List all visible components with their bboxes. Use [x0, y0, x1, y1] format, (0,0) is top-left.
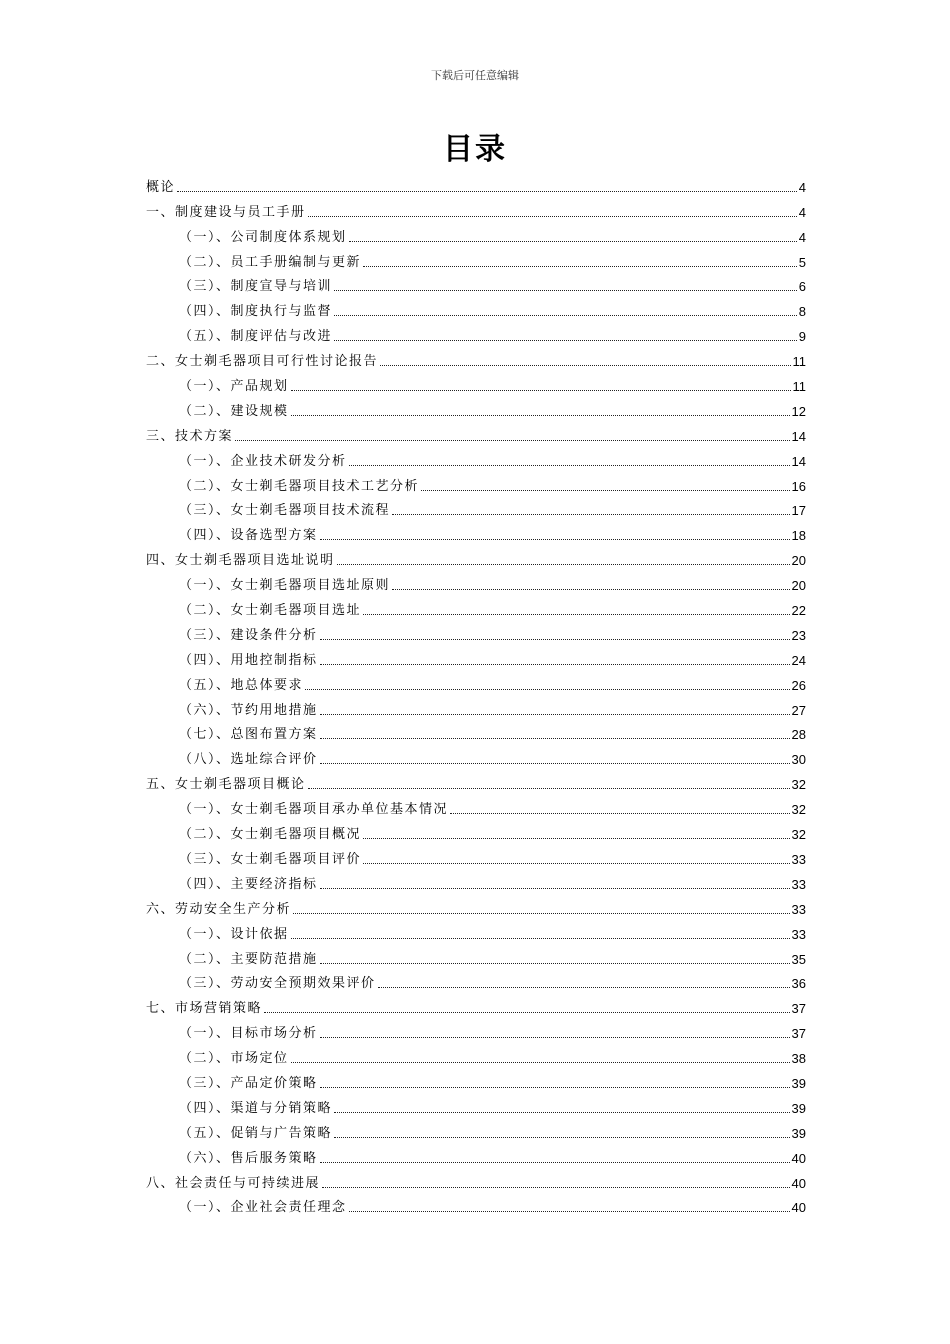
- toc-entry-label: （一）、女士剃毛器项目选址原则: [179, 578, 391, 594]
- toc-entry-label: 三、技术方案: [146, 428, 234, 444]
- toc-entry-label: （四）、渠道与分销策略: [179, 1100, 333, 1116]
- toc-entry-label: （一）、目标市场分析: [179, 1026, 318, 1042]
- toc-entry-page-number: 37: [791, 1026, 806, 1042]
- toc-dot-leader: [349, 1211, 790, 1212]
- toc-entry-label: （二）、员工手册编制与更新: [179, 254, 362, 270]
- toc-entry[interactable]: [146, 1145, 806, 1170]
- toc-entry-label: （六）、售后服务策略: [179, 1150, 318, 1166]
- toc-entry-label: （七）、总图布置方案: [179, 727, 318, 743]
- toc-entry[interactable]: [146, 946, 806, 971]
- toc-entry-page-number: 39: [791, 1075, 806, 1091]
- toc-entry-page-number: 9: [798, 329, 806, 345]
- toc-entry-label: 五、女士剃毛器项目概论: [146, 777, 306, 793]
- toc-entry-label: （二）、主要防范措施: [179, 951, 318, 967]
- toc-entry[interactable]: [146, 1020, 806, 1045]
- toc-entry-page-number: 14: [791, 453, 806, 469]
- toc-entry[interactable]: [146, 498, 806, 523]
- page-header-note: 下载后可任意编辑: [431, 69, 519, 82]
- toc-dot-leader: [320, 714, 790, 715]
- toc-dot-leader: [334, 340, 797, 341]
- toc-dot-leader: [320, 888, 790, 889]
- toc-title: 目录: [443, 132, 507, 167]
- toc-entry[interactable]: [146, 224, 806, 249]
- toc-entry[interactable]: [146, 522, 806, 547]
- toc-entry-page-number: 11: [792, 379, 806, 395]
- toc-entry[interactable]: [146, 398, 806, 423]
- toc-dot-leader: [305, 689, 790, 690]
- toc-entry-label: （五）、地总体要求: [179, 677, 304, 693]
- toc-entry-label: （三）、制度宣导与培训: [179, 279, 333, 295]
- toc-entry[interactable]: [146, 796, 806, 821]
- toc-entry-page-number: 17: [791, 503, 806, 519]
- toc-entry-page-number: 28: [791, 727, 806, 743]
- toc-entry-label: （六）、节约用地措施: [179, 702, 318, 718]
- toc-dot-leader: [450, 813, 790, 814]
- toc-entry-page-number: 8: [798, 304, 806, 320]
- toc-entry-label: （二）、女士剃毛器项目选址: [179, 603, 362, 619]
- toc-entry-page-number: 24: [791, 652, 806, 668]
- toc-entry-page-number: 30: [791, 752, 806, 768]
- toc-dot-leader: [334, 1137, 790, 1138]
- toc-entry-page-number: 5: [798, 254, 806, 270]
- toc-entry-label: （一）、产品规划: [179, 379, 289, 395]
- toc-entry-page-number: 11: [792, 354, 806, 370]
- toc-entry-page-number: 40: [791, 1175, 806, 1191]
- toc-dot-leader: [235, 440, 790, 441]
- toc-dot-leader: [291, 938, 790, 939]
- toc-dot-leader: [308, 788, 790, 789]
- toc-entry-page-number: 35: [791, 951, 806, 967]
- toc-entry[interactable]: [146, 249, 806, 274]
- toc-entry-label: （三）、女士剃毛器项目技术流程: [179, 503, 391, 519]
- toc-dot-leader: [177, 191, 797, 192]
- toc-entry[interactable]: [146, 298, 806, 323]
- toc-entry-page-number: 33: [791, 926, 806, 942]
- toc-entry-page-number: 33: [791, 901, 806, 917]
- toc-dot-leader: [334, 315, 797, 316]
- toc-entry[interactable]: [146, 921, 806, 946]
- toc-dot-leader: [320, 738, 790, 739]
- toc-entry-label: 一、制度建设与员工手册: [146, 204, 306, 220]
- toc-dot-leader: [322, 1187, 790, 1188]
- toc-entry-label: （四）、设备选型方案: [179, 528, 318, 544]
- toc-entry-page-number: 26: [791, 677, 806, 693]
- toc-entry-label: （四）、制度执行与监督: [179, 304, 333, 320]
- toc-entry-page-number: 33: [791, 876, 806, 892]
- toc-entry-label: （一）、女士剃毛器项目承办单位基本情况: [179, 802, 449, 818]
- toc-entry[interactable]: [146, 274, 806, 299]
- toc-entry-page-number: 32: [791, 827, 806, 843]
- toc-dot-leader: [320, 1037, 790, 1038]
- toc-dot-leader: [320, 763, 790, 764]
- toc-entry-label: （二）、女士剃毛器项目技术工艺分析: [179, 478, 420, 494]
- toc-dot-leader: [264, 1012, 790, 1013]
- toc-dot-leader: [392, 514, 790, 515]
- toc-dot-leader: [291, 1062, 790, 1063]
- toc-dot-leader: [380, 365, 790, 366]
- toc-entry-label: （一）、企业技术研发分析: [179, 453, 347, 469]
- toc-entry[interactable]: [146, 846, 806, 871]
- toc-entry[interactable]: [146, 1045, 806, 1070]
- toc-entry[interactable]: [146, 896, 806, 921]
- toc-entry-label: 七、市场营销策略: [146, 1001, 263, 1017]
- toc-entry-page-number: 32: [791, 777, 806, 793]
- toc-dot-leader: [363, 863, 790, 864]
- toc-entry[interactable]: [146, 448, 806, 473]
- table-of-contents: [146, 174, 806, 1219]
- toc-entry[interactable]: [146, 199, 806, 224]
- toc-entry-label: （三）、女士剃毛器项目评价: [179, 851, 362, 867]
- toc-dot-leader: [349, 465, 790, 466]
- toc-entry[interactable]: [146, 547, 806, 572]
- toc-entry-label: （五）、促销与广告策略: [179, 1125, 333, 1141]
- toc-entry[interactable]: [146, 473, 806, 498]
- toc-dot-leader: [349, 241, 797, 242]
- toc-entry-label: 八、社会责任与可持续进展: [146, 1175, 321, 1191]
- toc-entry[interactable]: [146, 373, 806, 398]
- toc-entry-label: （三）、建设条件分析: [179, 627, 318, 643]
- toc-dot-leader: [320, 1087, 790, 1088]
- toc-dot-leader: [363, 266, 797, 267]
- toc-entry-label: （二）、建设规模: [179, 403, 289, 419]
- toc-entry-page-number: 20: [791, 553, 806, 569]
- toc-dot-leader: [308, 216, 797, 217]
- toc-entry-page-number: 38: [791, 1051, 806, 1067]
- toc-entry-label: （一）、设计依据: [179, 926, 289, 942]
- toc-entry-page-number: 4: [798, 229, 806, 245]
- toc-entry-label: 四、女士剃毛器项目选址说明: [146, 553, 335, 569]
- toc-entry-page-number: 23: [791, 627, 806, 643]
- toc-entry-page-number: 20: [791, 578, 806, 594]
- toc-entry[interactable]: [146, 722, 806, 747]
- toc-entry-page-number: 37: [791, 1001, 806, 1017]
- toc-entry[interactable]: [146, 1070, 806, 1095]
- toc-entry[interactable]: [146, 746, 806, 771]
- toc-dot-leader: [293, 913, 790, 914]
- toc-entry-page-number: 4: [798, 179, 806, 195]
- toc-dot-leader: [320, 639, 790, 640]
- toc-entry[interactable]: [146, 1120, 806, 1145]
- toc-dot-leader: [392, 589, 790, 590]
- toc-dot-leader: [334, 290, 797, 291]
- toc-entry-page-number: 12: [791, 403, 806, 419]
- toc-entry-page-number: 18: [791, 528, 806, 544]
- toc-entry-label: （五）、制度评估与改进: [179, 329, 333, 345]
- toc-dot-leader: [320, 539, 790, 540]
- toc-entry[interactable]: [146, 995, 806, 1020]
- toc-dot-leader: [320, 963, 790, 964]
- toc-dot-leader: [378, 987, 790, 988]
- toc-entry-label: 六、劳动安全生产分析: [146, 901, 292, 917]
- toc-entry[interactable]: [146, 323, 806, 348]
- toc-entry-page-number: 22: [791, 603, 806, 619]
- toc-entry[interactable]: [146, 647, 806, 672]
- toc-entry[interactable]: [146, 572, 806, 597]
- toc-entry-page-number: 27: [791, 702, 806, 718]
- toc-entry-page-number: 39: [791, 1125, 806, 1141]
- toc-dot-leader: [421, 490, 790, 491]
- toc-entry[interactable]: [146, 697, 806, 722]
- toc-entry-page-number: 6: [798, 279, 806, 295]
- toc-entry-page-number: 16: [791, 478, 806, 494]
- toc-entry[interactable]: [146, 1170, 806, 1195]
- toc-entry-label: （一）、公司制度体系规划: [179, 229, 347, 245]
- toc-entry-label: （二）、女士剃毛器项目概况: [179, 827, 362, 843]
- toc-entry[interactable]: [146, 423, 806, 448]
- toc-dot-leader: [320, 664, 790, 665]
- toc-entry-label: （一）、企业社会责任理念: [179, 1200, 347, 1216]
- toc-dot-leader: [320, 1162, 790, 1163]
- toc-entry-page-number: 4: [798, 204, 806, 220]
- toc-entry[interactable]: [146, 1195, 806, 1220]
- toc-entry-page-number: 33: [791, 851, 806, 867]
- toc-entry-label: （四）、主要经济指标: [179, 876, 318, 892]
- toc-entry[interactable]: [146, 1095, 806, 1120]
- toc-dot-leader: [334, 1112, 790, 1113]
- toc-entry-page-number: 40: [791, 1200, 806, 1216]
- toc-entry[interactable]: [146, 821, 806, 846]
- toc-entry-page-number: 40: [791, 1150, 806, 1166]
- toc-entry[interactable]: [146, 174, 806, 199]
- toc-entry-page-number: 39: [791, 1100, 806, 1116]
- toc-entry-page-number: 14: [791, 428, 806, 444]
- toc-entry[interactable]: [146, 348, 806, 373]
- toc-dot-leader: [337, 564, 790, 565]
- toc-entry-page-number: 36: [791, 976, 806, 992]
- toc-entry-label: （四）、用地控制指标: [179, 652, 318, 668]
- toc-entry-label: （二）、市场定位: [179, 1051, 289, 1067]
- toc-dot-leader: [291, 415, 790, 416]
- toc-entry[interactable]: [146, 622, 806, 647]
- toc-entry[interactable]: [146, 672, 806, 697]
- toc-entry-label: 概论: [146, 179, 176, 195]
- toc-dot-leader: [363, 614, 790, 615]
- toc-entry-page-number: 32: [791, 802, 806, 818]
- toc-dot-leader: [363, 838, 790, 839]
- toc-entry-label: （三）、产品定价策略: [179, 1075, 318, 1091]
- toc-entry-label: 二、女士剃毛器项目可行性讨论报告: [146, 354, 379, 370]
- toc-entry[interactable]: [146, 871, 806, 896]
- toc-dot-leader: [291, 390, 791, 391]
- toc-entry-label: （三）、劳动安全预期效果评价: [179, 976, 376, 992]
- toc-entry[interactable]: [146, 771, 806, 796]
- toc-entry-label: （八）、选址综合评价: [179, 752, 318, 768]
- toc-entry[interactable]: [146, 971, 806, 996]
- toc-entry[interactable]: [146, 597, 806, 622]
